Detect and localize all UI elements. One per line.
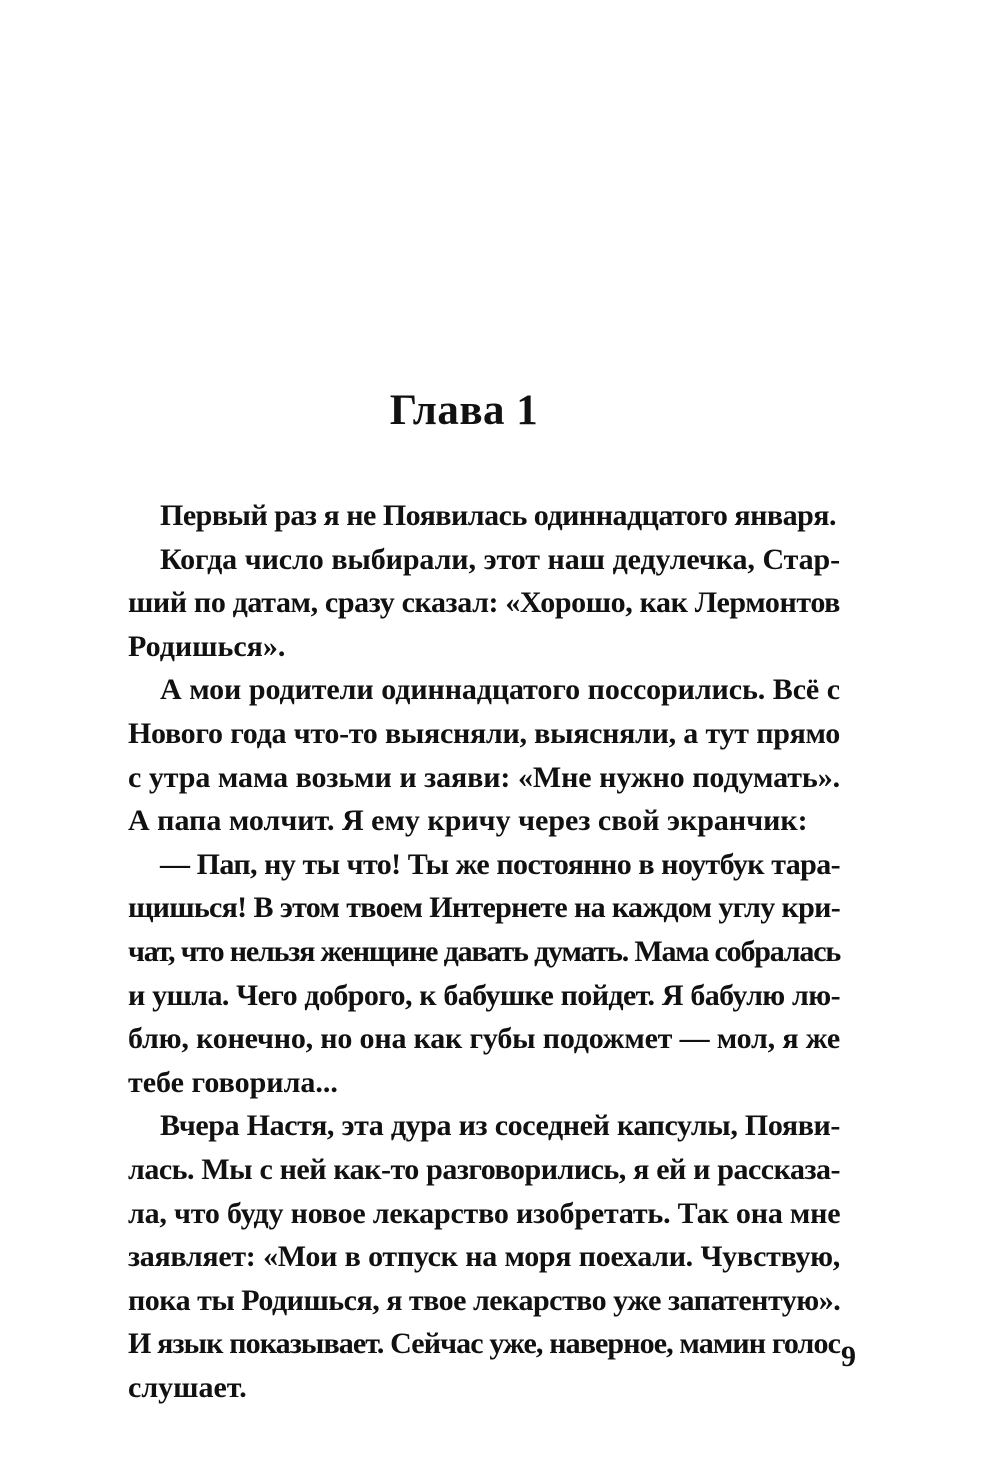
text-line: заявляет: «Мои в отпуск на моря поехали. Чувствую, — [128, 1240, 840, 1274]
text-line: А папа молчит. Я ему кричу через свой экранчик: — [128, 804, 808, 838]
text-line: Первый раз я не Появилась одиннадцатого января. — [160, 499, 837, 532]
text-line: тебе говорила... — [128, 1065, 338, 1099]
text-line: и ушла. Чего доброго, к бабушке пойдет. Я бабулю лю- — [128, 978, 840, 1012]
text-line: чат, что нельзя женщине давать думать. Мама собралась — [128, 934, 840, 968]
text-line: с утра мама возьми и заяви: «Мне нужно подумать». — [128, 760, 840, 794]
text-line: — Пап, ну ты что! Ты же постоянно в ноутбук тара- — [160, 847, 840, 881]
text-line: лась. Мы с ней как-то разговорились, я ей и рассказа- — [128, 1152, 840, 1186]
text-line: Нового года что-то выясняли, выясняли, а тут прямо — [128, 716, 840, 750]
text-line: щишься! В этом твоем Интернете на каждом углу кри- — [128, 891, 840, 925]
body-text — [128, 494, 840, 1409]
text-line: Когда число выбирали, этот наш дедулечка, Стар- — [160, 542, 840, 576]
text-line: А мои родители одиннадцатого поссорились. Всё с — [160, 673, 840, 707]
page-number: 9 — [841, 1340, 856, 1373]
text-line: И язык показывает. Сейчас уже, наверное, мамин голос — [128, 1327, 840, 1361]
text-line: ла, что буду новое лекарство изобретать. Так она мне — [128, 1196, 841, 1230]
text-line: Вчера Настя, эта дура из соседней капсулы, Появи- — [160, 1109, 840, 1143]
text-line: ший по датам, сразу сказал: «Хорошо, как Лермонтов — [128, 586, 840, 620]
text-line: Родишься». — [128, 629, 286, 663]
text-line: блю, конечно, но она как губы подожмет — мол, я же — [128, 1022, 840, 1056]
chapter-title: Глава 1 — [389, 387, 539, 434]
text-line: слушает. — [128, 1370, 247, 1404]
text-line: пока ты Родишься, я твое лекарство уже запатентую». — [128, 1283, 841, 1317]
